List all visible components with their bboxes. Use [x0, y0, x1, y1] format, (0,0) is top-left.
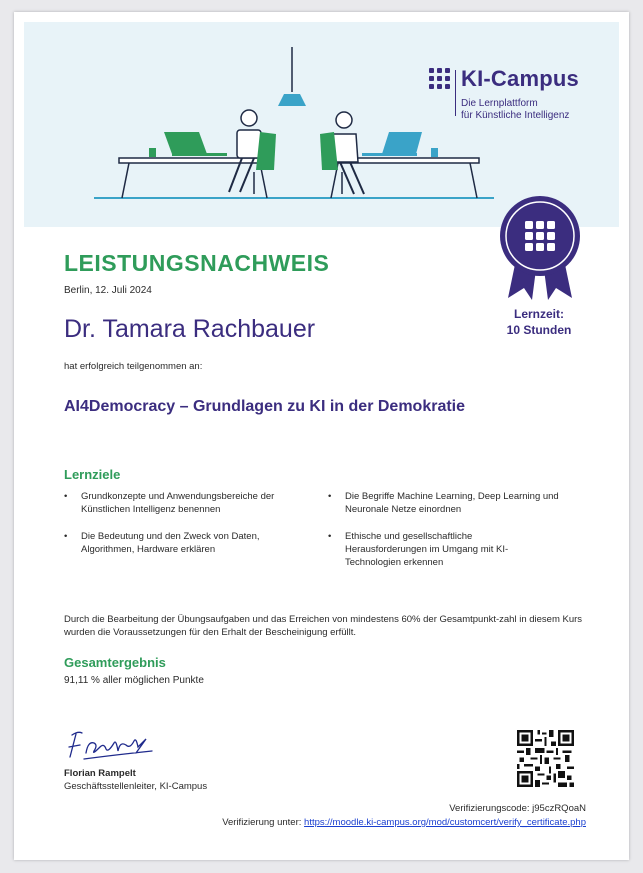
goal-item	[64, 490, 306, 516]
issue-date: Berlin, 12. Juli 2024	[64, 285, 152, 296]
goal-item	[328, 530, 550, 569]
bullet-icon: •	[328, 531, 332, 542]
learning-time-value: 10 Stunden	[506, 323, 572, 337]
signer-role: Geschäftsstellenleiter, KI-Campus	[64, 781, 208, 792]
learning-time-label: Lernzeit:	[513, 307, 564, 321]
goal-item	[64, 530, 306, 556]
logo-separator	[455, 70, 456, 116]
signature-image	[64, 727, 159, 765]
result-value: 91,11 % aller möglichen Punkte	[64, 675, 204, 686]
seal-badge-icon	[488, 190, 592, 300]
goal-text: Grundkonzepte und Anwendungsbereiche der Künstlichen Intelligenz benennen	[81, 491, 275, 515]
verification-code: Verifizierungscode: j95czRQoaN	[449, 803, 586, 814]
goal-text: Ethische und gesellschaftliche Herausforderungen im Umgang mit KI-Technologien erkennen	[345, 531, 509, 568]
goal-text: Die Bedeutung und den Zweck von Daten, Algorithmen, Hardware erklären	[81, 531, 260, 555]
participation-text: hat erfolgreich teilgenommen an:	[64, 361, 203, 372]
goal-text: Die Begriffe Machine Learning, Deep Learning und Neuronale Netze einordnen	[345, 491, 559, 515]
qr-code-icon	[517, 730, 574, 787]
certificate-page	[14, 12, 629, 860]
bullet-icon: •	[328, 491, 332, 502]
signer-name: Florian Rampelt	[64, 768, 136, 779]
requirements-note: Durch die Bearbeitung der Übungsaufgaben und das Erreichen von mindestens 60% der Gesamtpunkt-zahl in diesem Kurs wurden die Voraussetzungen für den Erhalt der Bescheinigung erfüllt.	[64, 614, 583, 638]
logo-subtitle-line2: für Künstliche Intelligenz	[461, 110, 570, 121]
bullet-icon: •	[64, 531, 68, 542]
logo-title: KI-Campus	[461, 66, 579, 91]
logo-subtitle	[461, 98, 569, 122]
certificate-title: LEISTUNGSNACHWEIS	[64, 250, 330, 276]
ki-campus-dots-icon	[429, 68, 451, 90]
bullet-icon: •	[64, 491, 68, 502]
result-heading: Gesamtergebnis	[64, 655, 166, 670]
ki-campus-logo	[429, 68, 609, 128]
logo-subtitle-line1: Die Lernplattform	[461, 98, 538, 109]
verification-line	[222, 817, 586, 828]
verification-label: Verifizierung unter:	[222, 817, 305, 828]
recipient-name: Dr. Tamara Rachbauer	[64, 315, 316, 343]
verification-link[interactable]: https://moodle.ki-campus.org/mod/customcert/verify_certificate.php	[304, 817, 586, 828]
goal-item	[328, 490, 570, 516]
course-title: AI4Democracy – Grundlagen zu KI in der Demokratie	[64, 398, 466, 415]
goals-heading: Lernziele	[64, 467, 121, 482]
